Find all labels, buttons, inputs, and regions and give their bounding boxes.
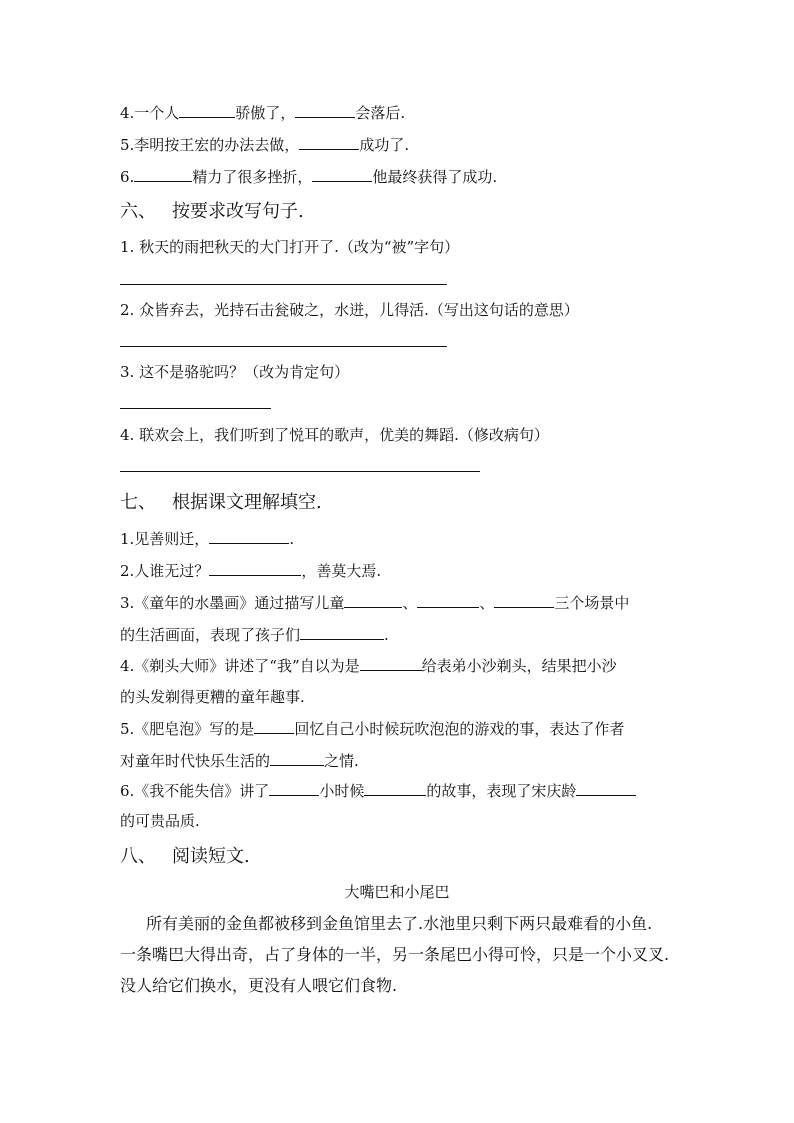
blank[interactable] <box>364 780 426 796</box>
fill-item-2: 2.人谁无过？ ，善莫大焉. <box>120 562 382 580</box>
fill-item-4-cont: 的头发剃得更糟的童年趣事. <box>120 688 305 706</box>
fill-item-6: 6. 精力了很多挫折， 他最终获得了成功. <box>120 168 498 186</box>
fill-item-3-cont: 的生活画面，表现了孩子们 . <box>120 626 389 644</box>
section-heading-6: 六、 按要求改写句子. <box>120 201 304 222</box>
blank[interactable] <box>209 560 301 576</box>
section-heading-7: 七、 根据课文理解填空. <box>120 492 322 513</box>
story-line: 没人给它们换水，更没有人喂它们食物. <box>120 976 398 995</box>
blank[interactable] <box>494 592 554 608</box>
blank[interactable] <box>209 528 289 544</box>
story-title: 大嘴巴和小尾巴 <box>344 883 450 901</box>
fill-item-4: 4.一个人 骄傲了， 会落后. <box>120 104 406 122</box>
answer-line[interactable] <box>120 346 447 347</box>
story-line: 一条嘴巴大得出奇，占了身体的一半，另一条尾巴小得可怜，只是一个小叉叉. <box>120 945 670 964</box>
blank[interactable] <box>179 102 235 118</box>
fill-item-4: 4.《剃头大师》讲述了“我”自以为是 给表弟小沙剃头，结果把小沙 <box>120 657 617 675</box>
blank[interactable] <box>300 624 384 640</box>
fill-item-3: 3.《童年的水墨画》通过描写儿童 、 、 三个场景中 <box>120 594 630 612</box>
rewrite-item-3: 3. 这不是骆驼吗？（改为肯定句） <box>120 363 350 381</box>
story-line: 所有美丽的金鱼都被移到金鱼馆里去了.水池里只剩下两只最难看的小鱼. <box>146 914 653 933</box>
blank[interactable] <box>360 655 422 671</box>
blank[interactable] <box>134 166 192 182</box>
fill-item-5: 5.李明按王宏的办法去做， 成功了. <box>120 136 410 154</box>
fill-item-5-cont: 对童年时代快乐生活的 之情. <box>120 752 359 770</box>
blank[interactable] <box>270 750 324 766</box>
blank[interactable] <box>295 102 355 118</box>
blank[interactable] <box>269 780 319 796</box>
blank[interactable] <box>299 134 359 150</box>
answer-line[interactable] <box>120 408 271 409</box>
fill-item-6: 6.《我不能失信》讲了 小时候 的故事，表现了宋庆龄 <box>120 780 636 801</box>
blank[interactable] <box>576 780 636 796</box>
rewrite-item-1: 1. 秋天的雨把秋天的大门打开了.（改为“被”字句） <box>120 238 460 256</box>
fill-item-1: 1.见善则迁， . <box>120 530 295 548</box>
answer-line[interactable] <box>120 471 480 472</box>
blank[interactable] <box>344 592 402 608</box>
section-heading-8: 八、 阅读短文. <box>120 846 250 867</box>
answer-line[interactable] <box>120 284 447 285</box>
fill-item-5: 5.《肥皂泡》写的是 回忆自己小时候玩吹泡泡的游戏的事，表达了作者 <box>120 720 625 738</box>
blank[interactable] <box>312 166 372 182</box>
blank[interactable] <box>254 718 294 734</box>
fill-item-6-cont: 的可贵品质. <box>120 812 200 830</box>
blank[interactable] <box>417 592 479 608</box>
rewrite-item-2: 2. 众皆弃去，光持石击瓮破之，水迸，儿得活.（写出这句话的意思） <box>120 301 579 319</box>
rewrite-item-4: 4. 联欢会上，我们听到了悦耳的歌声，优美的舞蹈.（修改病句） <box>120 426 549 444</box>
